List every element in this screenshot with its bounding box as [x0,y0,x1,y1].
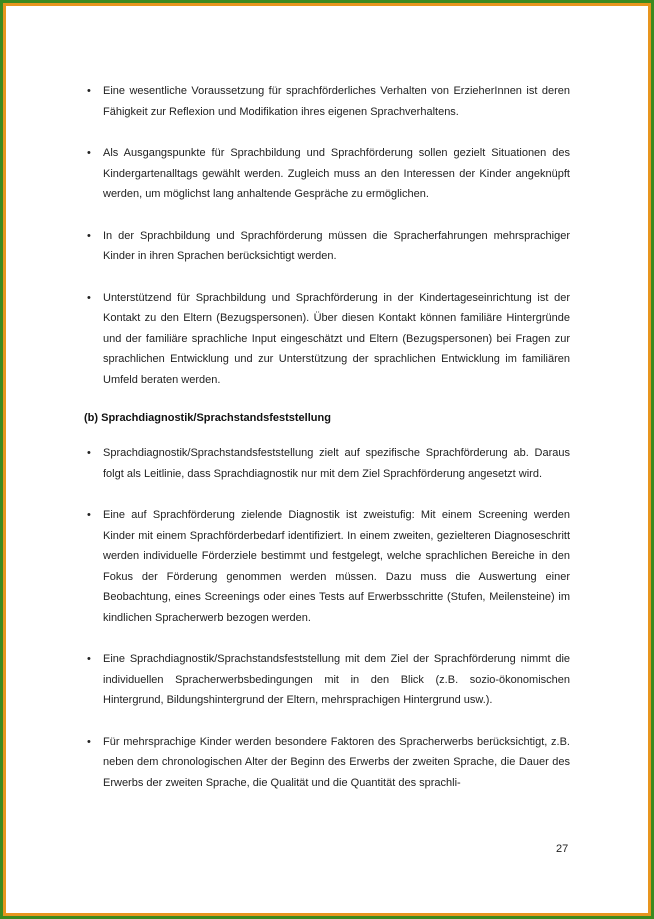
bullet-icon: • [87,147,91,159]
bullet-icon: • [87,85,91,97]
bullet-text: Für mehrsprachige Kinder werden besondere Faktoren des Spracherwerbs berücksichtigt, z.B. neben dem chronologischen Alter der Beginn des Erwerbs der zweiten Sprache, die Dauer des Erwerbs der zweiten Sprache, die Qualität und die Quantität des sprachli- [103,735,570,789]
page-number: 27 [556,843,569,855]
bullet-text: Als Ausgangspunkte für Sprachbildung und Sprachförderung sollen gezielt Situationen des Kindergartenalltags gewählt werden. Zugleich muss an den Interessen der Kinder angeknüpft werden, um möglichst lang anhaltende Gespräche zu ermöglichen. [103,147,570,200]
bullet-text: Eine auf Sprachförderung zielende Diagnostik ist zweistufig: Mit einem Screening werden Kinder mit einem Sprachförderbedarf identifiziert. In einem zweiten, gezielteren Diagnoseschritt werden individuelle Förderziele bestimmt und festgelegt, welche sprachlichen Bereiche in den Fokus der Förderung genommen werden müssen. Dazu muss die Auswertung einer Beobachtung, eines Screenings oder eines Tests auf Erwerbsschritte (Stufen, Meilensteine) im kindlichen Spracherwerb bezogen werden. [103,509,570,624]
bullet-icon: • [87,653,91,665]
bullet-text: Eine wesentliche Voraussetzung für sprachförderliches Verhalten von ErzieherInnen ist deren Fähigkeit zur Reflexion und Modifikation ihres eigenen Sprachverhaltens. [103,85,570,118]
bullet-icon: • [87,291,91,304]
bullet-text: Sprachdiagnostik/Sprachstandsfeststellung zielt auf spezifische Sprachförderung ab. Daraus folgt als Leitlinie, dass Sprachdiagnostik nur mit dem Ziel Sprachförderung angesetzt wird. [103,447,570,480]
bullet-text: Eine Sprachdiagnostik/Sprachstandsfeststellung mit dem Ziel der Sprachförderung nimmt die individuellen Spracherwerbsbedingungen mit in den Blick (z.B. sozio-ökonomischen Hintergrund, Bildungshintergrund der Eltern, mehrsprachigen Hintergrund usw.). [103,653,570,706]
bullet-text: In der Sprachbildung und Sprachförderung müssen die Spracherfahrungen mehrsprachiger Kinder in ihren Sprachen berücksichtigt werden. [103,229,570,262]
bullet-icon: • [87,229,91,242]
bullet-text: Unterstützend für Sprachbildung und Sprachförderung in der Kindertageseinrichtung ist der Kontakt zu den Eltern (Bezugspersonen). Über diesen Kontakt können familiäre Hintergründe und der familiäre sprachliche Input eingeschätzt und Eltern (Bezugspersonen) bei Fragen zur sprachlichen Entwicklung und zur Unterstützung der sprachlichen Entwicklung im familiären Umfeld beraten werden. [103,291,570,386]
bullet-icon: • [87,447,91,459]
bullet-icon: • [87,735,91,748]
bullet-icon: • [87,509,91,521]
section-heading: (b) Sprachdiagnostik/Sprachstandsfeststellung [84,412,331,424]
